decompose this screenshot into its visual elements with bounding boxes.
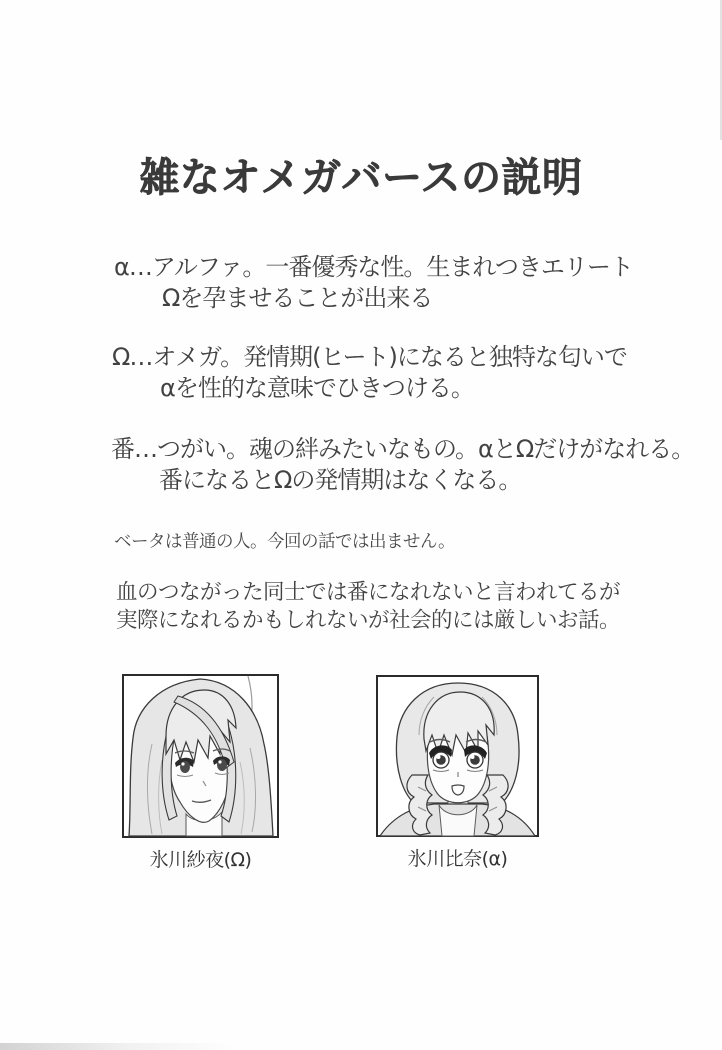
story-note xyxy=(116,579,620,634)
sayo-portrait-illustration xyxy=(122,674,279,838)
definition-tsugai-line-1: 番…つがい。魂の絆みたいなもの。αとΩだけがなれる。 xyxy=(111,435,695,463)
definition-omega-line-2: αを性的な意味でひきつける。 xyxy=(160,374,474,402)
story-note-line-2: 実際になれるかもしれないが社会的には厳しいお話。 xyxy=(116,607,621,633)
portrait-sayo xyxy=(122,674,279,872)
definition-alpha-line-2: Ωを孕ませることが出来る xyxy=(162,284,433,312)
definition-tsugai-line-2: 番になるとΩの発情期はなくなる。 xyxy=(159,466,522,494)
portrait-hina xyxy=(376,675,539,871)
portrait-caption-sayo: 氷川紗夜(Ω) xyxy=(149,849,252,871)
portrait-caption-hina: 氷川比奈(α) xyxy=(407,848,508,870)
story-note-line-1: 血のつながった同士では番になれないと言われてるが xyxy=(116,580,621,605)
scan-artifact-bottom-smudge xyxy=(0,1043,235,1050)
definition-tsugai xyxy=(111,434,694,496)
definition-omega-line-1: Ω…オメガ。発情期(ヒート)になると独特な匂いで xyxy=(112,343,627,371)
page-title: 雑なオメガバースの説明 xyxy=(139,155,583,201)
definition-alpha xyxy=(114,252,633,314)
hina-portrait-illustration xyxy=(376,675,539,837)
definition-alpha-line-1: α…アルファ。一番優秀な性。生まれつきエリート xyxy=(114,253,633,281)
beta-note: ベータは普通の人。今回の話では出ません。 xyxy=(114,532,456,552)
definition-omega xyxy=(112,342,627,404)
